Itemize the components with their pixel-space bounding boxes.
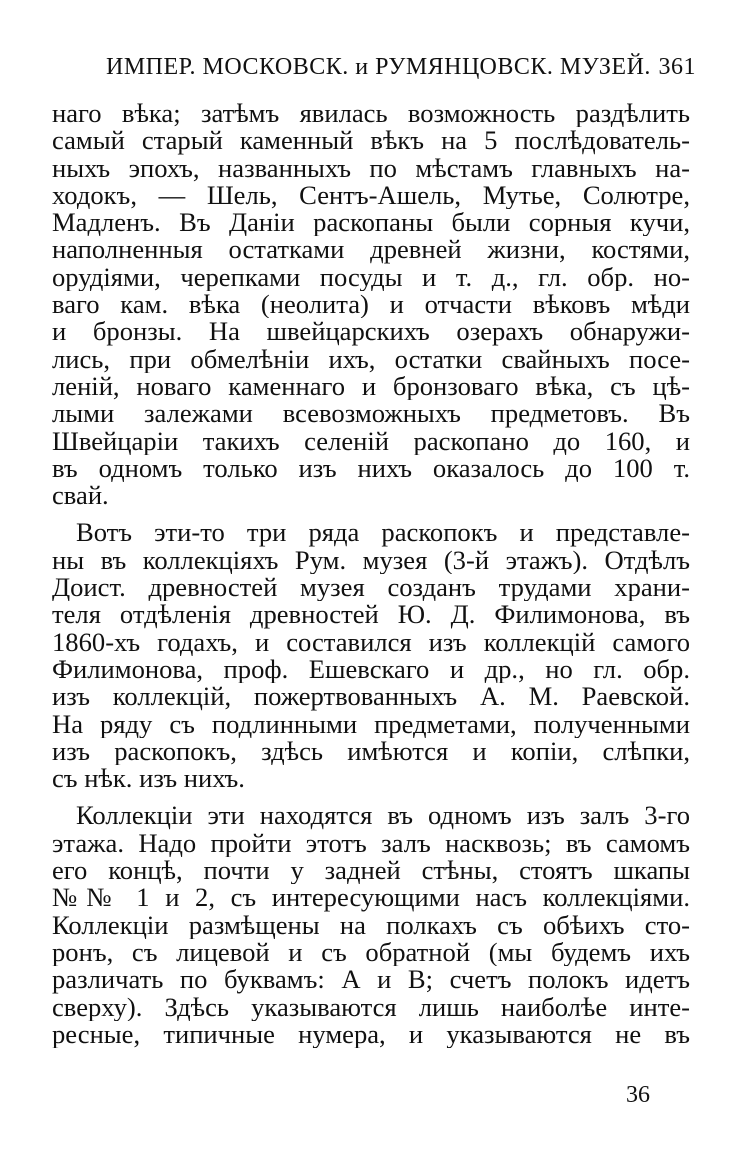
body-text — [52, 100, 690, 1048]
paragraph-3 — [52, 802, 690, 1048]
text-line: самый старый каменный вѣкъ на 5 послѣдователь- — [52, 127, 690, 155]
paragraph-2 — [52, 519, 690, 792]
text-line: этажа. Надо пройти этотъ залъ насквозь; въ самомъ — [52, 829, 690, 858]
text-line: ходокъ, — Шель, Сентъ-Ашель, Мутье, Солютре, — [52, 181, 690, 210]
text-line: въ одномъ только изъ нихъ оказалось до 100 т. — [52, 454, 690, 483]
text-line: №№ 1 и 2, съ интересующими насъ коллекціями. — [52, 884, 690, 912]
text-line: Мадленъ. Въ Даніи раскопаны были сорныя кучи, — [52, 209, 690, 237]
page-number: 361 — [658, 54, 696, 80]
text-line: съ нѣк. изъ нихъ. — [52, 765, 245, 793]
text-line: изъ коллекцій, пожертвованныхъ А. М. Раевской. — [52, 683, 690, 711]
text-line: леній, новаго каменнаго и бронзоваго вѣка, съ цѣ- — [52, 372, 690, 401]
text-line: изъ раскопокъ, здѣсь имѣются и копіи, слѣпки, — [52, 737, 690, 766]
text-line: и бронзы. На швейцарскихъ озерахъ обнаружи- — [52, 318, 690, 346]
text-line: ресные, типичные нумера, и указываются не въ — [52, 1020, 690, 1049]
text-line: сверху). Здѣсь указываются лишь наиболѣе инте- — [52, 993, 690, 1021]
text-line: ны въ коллекціяхъ Рум. музея (3-й этажъ). Отдѣлъ — [52, 546, 690, 575]
text-line: Вотъ эти-то три ряда раскопокъ и представле- — [76, 519, 690, 547]
text-line: ныхъ эпохъ, названныхъ по мѣстамъ главныхъ на- — [52, 154, 690, 182]
signature-mark: 36 — [626, 1082, 650, 1108]
text-line: ваго кам. вѣка (неолита) и отчасти вѣковъ мѣди — [52, 291, 690, 319]
text-line: лыми залежами всевозможныхъ предметовъ. Въ — [52, 400, 690, 428]
text-line: наполненныя остатками древней жизни, костями, — [52, 236, 690, 264]
text-line: Коллекціи размѣщены на полкахъ съ обѣихъ сто- — [52, 911, 690, 939]
text-line: Филимонова, проф. Ешевскаго и др., но гл. обр. — [52, 655, 690, 684]
text-line: Доист. древностей музея созданъ трудами храни- — [52, 574, 690, 602]
text-line: орудіями, черепками посуды и т. д., гл. обр. но- — [52, 263, 690, 292]
running-head-title: ИМПЕР. МОСКОВСК. и РУМЯНЦОВСК. МУЗЕЙ. — [106, 54, 651, 80]
text-line: наго вѣка; затѣмъ явилась возможность раздѣлить — [52, 100, 690, 128]
text-line: свай. — [52, 482, 109, 510]
text-line: ронъ, съ лицевой и съ обратной (мы будемъ ихъ — [52, 938, 690, 967]
paragraph-1 — [52, 100, 690, 509]
text-line: 1860-хъ годахъ, и составился изъ коллекцій самого — [52, 628, 690, 656]
text-line: лись, при обмелѣніи ихъ, остатки свайныхъ посе- — [52, 345, 690, 373]
text-line: Коллекціи эти находятся въ одномъ изъ залъ 3-го — [76, 802, 690, 830]
text-line: его концѣ, почти у задней стѣны, стоятъ шкапы — [52, 857, 690, 885]
text-line: Швейцаріи такихъ селеній раскопано до 160, и — [52, 427, 690, 455]
running-head — [106, 54, 696, 90]
text-line: различать по буквамъ: А и В; счетъ полокъ идетъ — [52, 966, 690, 994]
text-line: На ряду съ подлинными предметами, полученными — [52, 710, 690, 738]
text-line: теля отдѣленія древностей Ю. Д. Филимонова, въ — [52, 601, 690, 629]
